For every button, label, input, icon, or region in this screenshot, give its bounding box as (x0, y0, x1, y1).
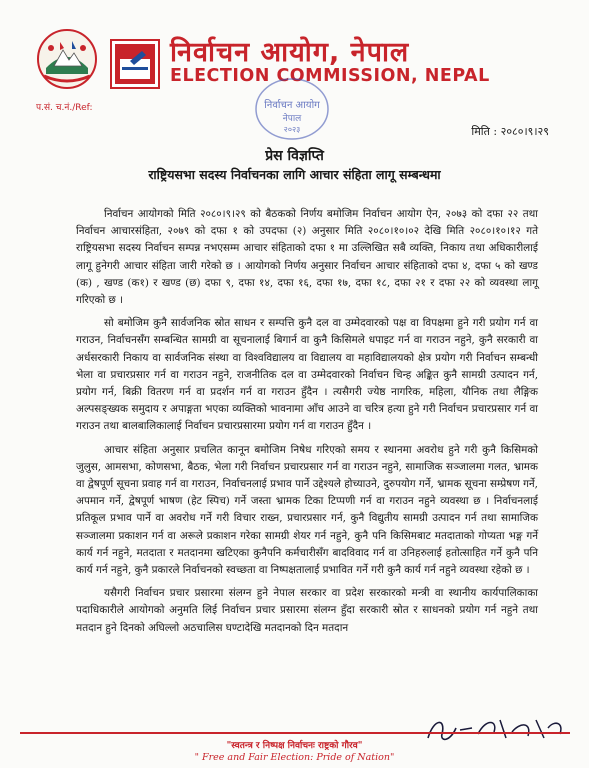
commission-name-english: ELECTION COMMISSION, NEPAL (170, 66, 490, 86)
motto-nepali: "स्वतन्त्र र निष्पक्ष निर्वाचनः राष्ट्रको गौरव" (226, 741, 363, 751)
motto-english: " Free and Fair Election: Pride of Nation" (194, 752, 395, 763)
official-stamp-icon (252, 74, 332, 144)
svg-text:निर्वाचन आयोग: निर्वाचन आयोग (264, 100, 320, 111)
svg-text:२०२३: २०२३ (283, 125, 301, 134)
body-paragraph: सो बमोजिम कुनै सार्वजनिक स्रोत साधन र सम्पत्ति कुनै दल वा उम्मेदवारको पक्ष वा विपक्षमा हुने गरी प्रयोग गर्न वा गराउन, निर्वाचनसँग सम्बन्धित सामग्री वा सूचनालाई बिगार्न वा कुनै किसिमले धपाइट गर्न वा गराउन नहुने, कुनै सरकारी वा अर्धसरकारी निकाय वा सार्वजनिक संस्था वा विश्वविद्यालय वा विद्यालय वा महाविद्यालयको क्षेत्र प्रयोग गरी निर्वाचन सम्बन्धी भेला वा प्रचारप्रसार गर्न वा गराउन नहुने, राजनीतिक दल वा उम्मेदवारको निर्वाचन चिन्ह अङ्कित कुनै सामग्री उत्पादन गर्न, प्रयोग गर्न, बिक्री वितरण गर्न वा प्रदर्शन गर्न वा गराउन हुँदैन । त्यसैगरी ज्येष्ठ नागरिक, महिला, यौनिक तथा लैङ्गिक अल्पसङ्ख्यक समुदाय र अपाङ्गता भएका व्यक्तिको भावनामा आँच आउने वा चरित्र हत्या हुने गरी निर्वाचन प्रचारप्रसार गर्न वा गराउन तथा बालबालिकालाई निर्वाचन प्रचारप्रसारमा प्रयोग गर्न वा गराउन हुँदैन । (76, 317, 538, 433)
nepal-emblem-icon (36, 28, 98, 90)
body-paragraph: यसैगरी निर्वाचन प्रचार प्रसारमा संलग्न हुने नेपाल सरकार वा प्रदेश सरकारको मन्त्री वा स्थानीय कार्यपालिकाका पदाधिकारीले आयोगको अनुमति लिई निर्वाचन प्रचार प्रसारमा संलग्न हुँदा सरकारी स्रोत र साधनको प्रयोग गर्न नहुने तथा मतदान हुने दिनको अघिल्लो अठचालिस घण्टादेखि मतदानको दिन मतदान (76, 587, 538, 634)
body-paragraph: निर्वाचन आयोगको मिति २०८०।९।२९ को बैठकको निर्णय बमोजिम निर्वाचन आयोग ऐन, २०७३ को दफा २२ तथा निर्वाचन आचारसंहिता, २०७९ को दफा १ को उपदफा (२) अनुसार मिति २०८०।१०।०२ देखि मिति २०८०।१०।१२ गते राष्ट्रियसभा सदस्य निर्वाचन सम्पन्न नभएसम्म आचार संहिताको दफा १ मा उल्लिखित सबै व्यक्ति, निकाय तथा अधिकारीलाई लागू हुनेगरी आचार संहिता जारी गरेको छ । आयोगको निर्णय अनुसार निर्वाचन आचार संहिताको दफा ४, दफा ५ को खण्ड (क) , खण्ड (क१) र खण्ड (छ) दफा ९, दफा १४, दफा १६, दफा १७, दफा १८, दफा २१ र दफा २२ को व्यवस्था लागू गरिएको छ । (76, 208, 538, 307)
press-release-subject: राष्ट्रियसभा सदस्य निर्वाचनका लागि आचार संहिता लागू सम्बन्धमा (148, 167, 441, 182)
svg-text:नेपाल: नेपाल (282, 114, 302, 124)
press-release-body (76, 206, 538, 643)
document-date: मिति : २०८०।९।२९ (471, 125, 549, 138)
footer-divider (20, 732, 570, 734)
reference-label: प.सं. च.नं./Ref: (36, 103, 93, 113)
press-release-title: प्रेस विज्ञप्ति (265, 148, 324, 164)
commission-name-nepali: निर्वाचन आयोग, नेपाल (170, 37, 410, 68)
body-paragraph: आचार संहिता अनुसार प्रचलित कानून बमोजिम निषेध गरिएको समय र स्थानमा अवरोध हुने गरी कुनै किसिमको जुलुस, आमसभा, कोणसभा, बैठक, भेला गरी निर्वाचन प्रचारप्रसार गर्न वा गराउन नहुने, सामाजिक सञ्जालमा गलत, भ्रामक वा द्वेषपूर्ण सूचना प्रवाह गर्न वा गराउन, निर्वाचनलाई प्रभाव पार्ने उद्देश्यले होच्याउने, दुरुपयोग गर्ने, भ्रामक सूचना सम्प्रेषण गर्ने, अपमान गर्ने, द्वेषपूर्ण भाषण (हेट स्पिच) गर्ने जस्ता भ्रामक टिका टिप्पणी गर्न वा गराउन नहुने व्यवस्था छ । निर्वाचनलाई प्रतिकूल प्रभाव पार्ने वा अवरोध गर्ने गरी विचार राख्न, प्रचारप्रसार गर्न, कुनै विद्युतीय सामग्री उत्पादन गर्न तथा सामाजिक सञ्जालमा प्रकाशन गर्न वा अरूले प्रकाशन गरेका सामग्री शेयर गर्न नहुने, कुनै पनि किसिमबाट मतदाताको गोप्यता भङ्ग गर्ने कार्य गर्न नहुने, मतदाता र मतदानमा खटिएका कुनैपनि कर्मचारीसँग बादविवाद गर्न वा उनिहरुलाई हतोत्साहित गर्ने कुनै पनि कार्य गर्न नहुने, कुनै प्रकारले निर्वाचनको स्वच्छता वा निष्पक्षतालाई प्रभावित गर्ने गरी कुनै कार्य गर्न नहुने व्यवस्था रहेको छ । (76, 443, 538, 577)
election-commission-logo-icon (110, 39, 160, 89)
